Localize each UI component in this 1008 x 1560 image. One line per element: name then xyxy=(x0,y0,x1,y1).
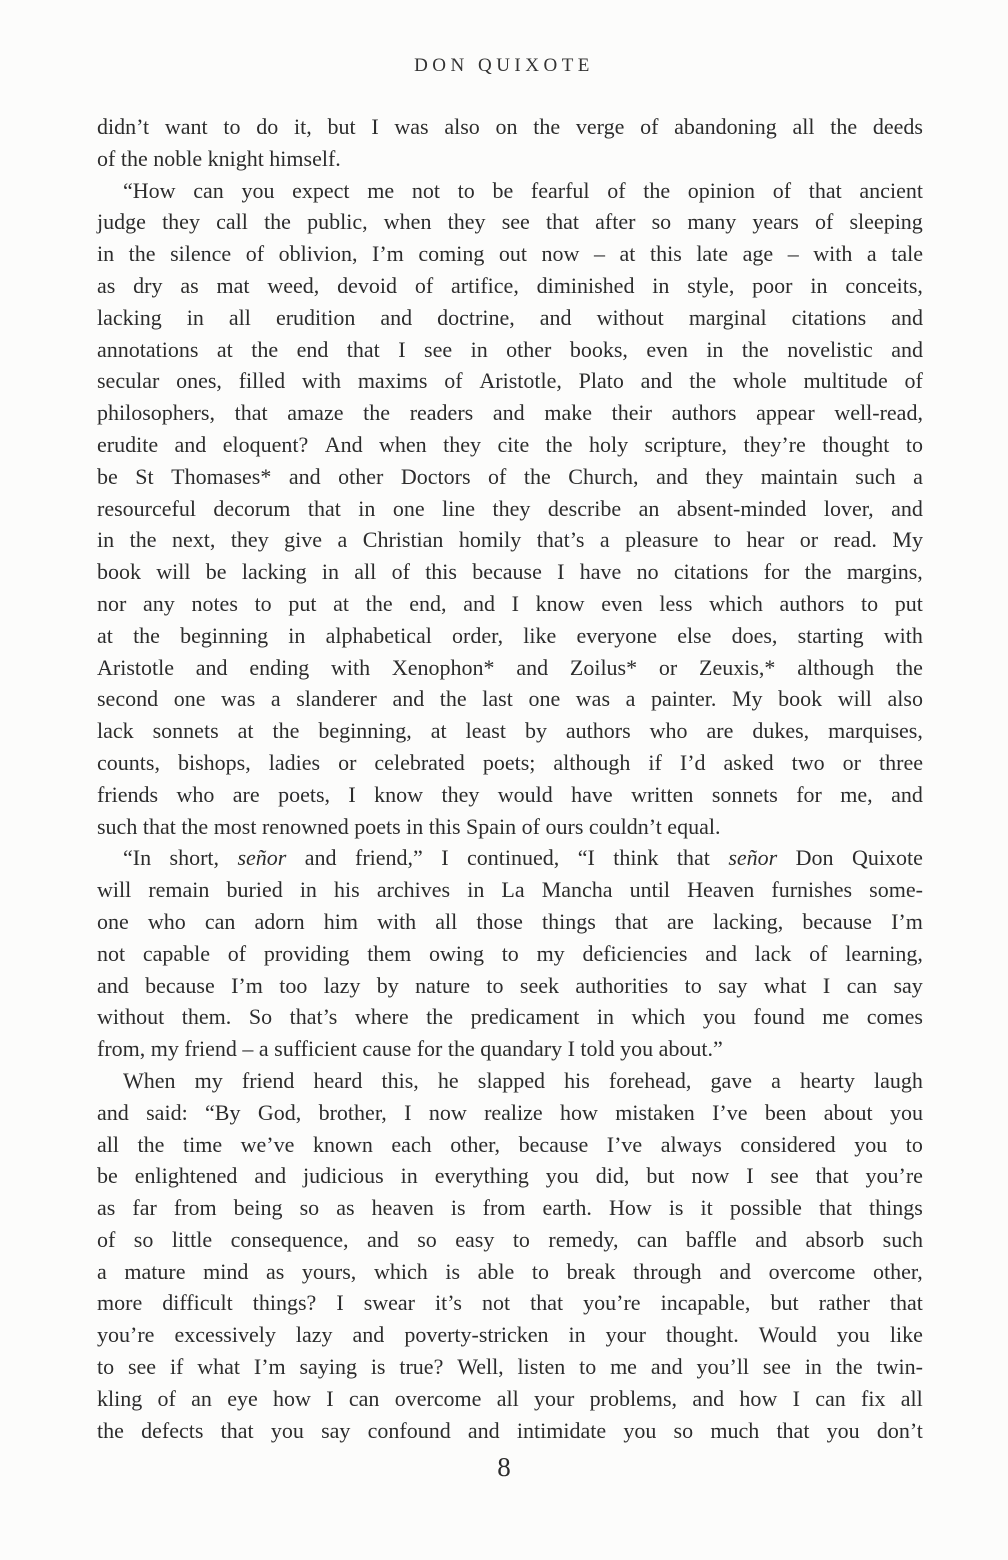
text-line: “How can you expect me not to be fearful of the opinion of that ancient xyxy=(123,177,923,203)
text-line: a mature mind as yours, which is able to break through and overcome other, xyxy=(97,1258,923,1284)
text-line: resourceful decorum that in one line they describe an absent-minded lover, and xyxy=(97,495,923,521)
text-line: will remain buried in his archives in La Mancha until Heaven furnishes some- xyxy=(97,877,923,903)
text-line: second one was a slanderer and the last one was a painter. My book will also xyxy=(97,686,923,712)
text-line: didn’t want to do it, but I was also on the verge of abandoning all the deeds xyxy=(97,114,923,139)
text-line: to see if what I’m saying is true? Well, listen to me and you’ll see in the twin- xyxy=(97,1354,923,1380)
text-line: erudite and eloquent? And when they cite the holy scripture, they’re thought to xyxy=(97,431,923,457)
text-line: not capable of providing them owing to my deficiencies and lack of learning, xyxy=(97,940,923,966)
text-run: of the noble knight himself. xyxy=(97,145,341,171)
text-line: be St Thomases* and other Doctors of the Church, and they maintain such a xyxy=(97,463,923,489)
text-line: lack sonnets at the beginning, at least by authors who are dukes, marquises, xyxy=(97,718,923,744)
text-line: as dry as mat weed, devoid of artifice, diminished in style, poor in conceits, xyxy=(97,272,923,298)
text-run: from, my friend – a sufficient cause for the quandary I told you about.” xyxy=(97,1036,723,1062)
text-line: more difficult things? I swear it’s not that you’re incapable, but rather that xyxy=(97,1290,923,1316)
page-number: 8 xyxy=(497,1452,511,1482)
text-line: lacking in all erudition and doctrine, and without marginal citations and xyxy=(97,304,923,330)
text-line: “In short, señor and friend,” I continued, “I think that señor Don Quixote xyxy=(123,845,923,871)
text-line: as far from being so as heaven is from earth. How is it possible that things xyxy=(97,1195,923,1221)
text-line: and because I’m too lazy by nature to seek authorities to say what I can say xyxy=(97,972,923,998)
body-text xyxy=(97,111,923,1446)
text-line: counts, bishops, ladies or celebrated poets; although if I’d asked two or three xyxy=(97,749,923,775)
text-line: friends who are poets, I know they would have written sonnets for me, and xyxy=(97,781,923,807)
running-header: DON QUIXOTE xyxy=(414,55,594,76)
text-line: without them. So that’s where the predicament in which you found me comes xyxy=(97,1004,923,1030)
text-line: secular ones, filled with maxims of Aristotle, Plato and the whole multitude of xyxy=(97,368,923,394)
text-line: philosophers, that amaze the readers and make their authors appear well-read, xyxy=(97,400,923,426)
text-line: Aristotle and ending with Xenophon* and Zoilus* or Zeuxis,* although the xyxy=(97,654,923,680)
text-line: and said: “By God, brother, I now realize how mistaken I’ve been about you xyxy=(97,1099,923,1125)
text-line xyxy=(97,811,923,843)
text-line: of so little consequence, and so easy to remedy, can baffle and absorb such xyxy=(97,1226,923,1252)
text-line xyxy=(97,1033,923,1065)
text-line: at the beginning in alphabetical order, like everyone else does, starting with xyxy=(97,622,923,648)
text-line: kling of an eye how I can overcome all your problems, and how I can fix all xyxy=(97,1385,923,1411)
text-line: the defects that you say confound and intimidate you so much that you don’t xyxy=(97,1417,923,1443)
text-line: annotations at the end that I see in other books, even in the novelistic and xyxy=(97,336,923,362)
text-line: in the next, they give a Christian homily that’s a pleasure to hear or read. My xyxy=(97,527,923,553)
text-line: in the silence of oblivion, I’m coming out now – at this late age – with a tale xyxy=(97,241,923,267)
text-line: you’re excessively lazy and poverty-stricken in your thought. Would you like xyxy=(97,1322,923,1348)
text-line: be enlightened and judicious in everything you did, but now I see that you’re xyxy=(97,1163,923,1189)
text-line: judge they call the public, when they see that after so many years of sleeping xyxy=(97,209,923,235)
text-run: such that the most renowned poets in this Spain of ours couldn’t equal. xyxy=(97,813,721,839)
text-line: nor any notes to put at the end, and I know even less which authors to put xyxy=(97,590,923,616)
text-line xyxy=(97,143,923,175)
text-line: When my friend heard this, he slapped his forehead, gave a hearty laugh xyxy=(123,1067,923,1093)
text-line: all the time we’ve known each other, because I’ve always considered you to xyxy=(97,1131,923,1157)
text-line: book will be lacking in all of this because I have no citations for the margins, xyxy=(97,559,923,585)
text-line: one who can adorn him with all those things that are lacking, because I’m xyxy=(97,908,923,934)
